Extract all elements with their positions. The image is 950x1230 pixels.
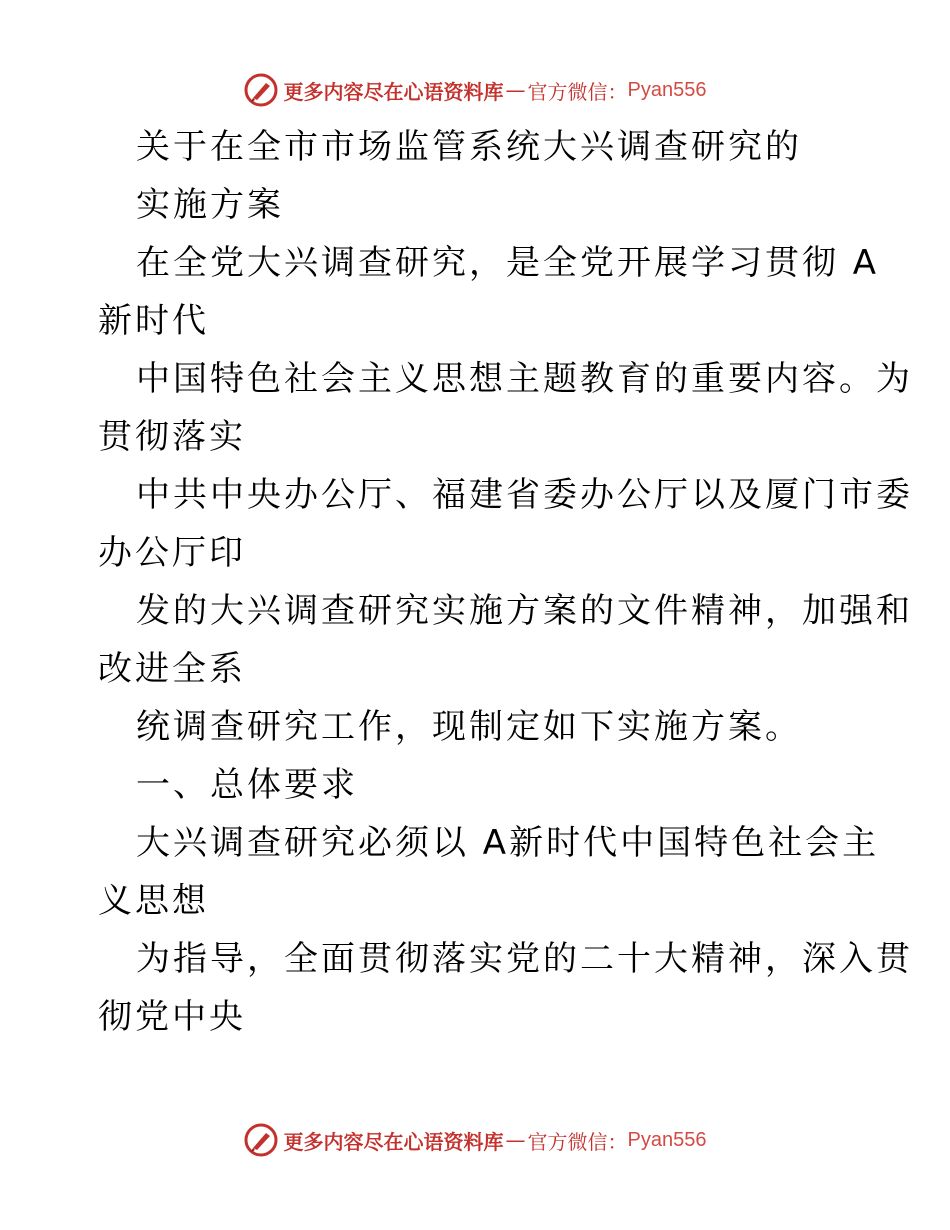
paragraph-line: 改进全系: [98, 649, 246, 689]
footer-separator: —: [505, 1128, 526, 1152]
paragraph-line: 贯彻落实: [98, 417, 246, 457]
paragraph-line: 办公厅印: [98, 533, 246, 573]
paragraph-line: 统调查研究工作，现制定如下实施方案。: [136, 707, 802, 747]
section-heading: 一、总体要求: [136, 765, 358, 805]
paragraph-line: 彻党中央: [98, 997, 246, 1037]
footer-wechat-label: 官方微信：: [527, 1129, 628, 1154]
header-wechat-label: 官方微信：: [527, 79, 628, 104]
footer-banner-text: 更多内容尽在心语资料库: [283, 1129, 504, 1154]
document-body: [0, 118, 950, 1046]
title-line-1: 关于在全市市场监管系统大兴调查研究的: [136, 127, 802, 167]
footer-wechat-id: Pyan556: [627, 1128, 707, 1151]
header-banner: [0, 70, 950, 110]
paragraph-line: 发的大兴调查研究实施方案的文件精神，加强和: [136, 591, 913, 631]
paragraph-line: 中共中央办公厅、福建省委办公厅以及厦门市委: [136, 475, 913, 515]
footer-banner: [0, 1120, 950, 1160]
pen-logo-icon: [244, 73, 278, 107]
header-separator: —: [505, 78, 526, 102]
paragraph-line: 大兴调查研究必须以 A新时代中国特色社会主: [136, 823, 880, 863]
header-wechat-id: Pyan556: [627, 78, 707, 101]
paragraph-line: 在全党大兴调查研究，是全党开展学习贯彻 A: [136, 243, 880, 283]
paragraph-line: 义思想: [98, 881, 209, 921]
pen-logo-icon: [244, 1123, 278, 1157]
paragraph-line: 新时代: [98, 301, 209, 341]
paragraph-line: 中国特色社会主义思想主题教育的重要内容。为: [136, 359, 913, 399]
paragraph-line: 为指导，全面贯彻落实党的二十大精神，深入贯: [136, 939, 913, 979]
header-banner-text: 更多内容尽在心语资料库: [283, 79, 504, 104]
title-line-2: 实施方案: [136, 185, 284, 225]
